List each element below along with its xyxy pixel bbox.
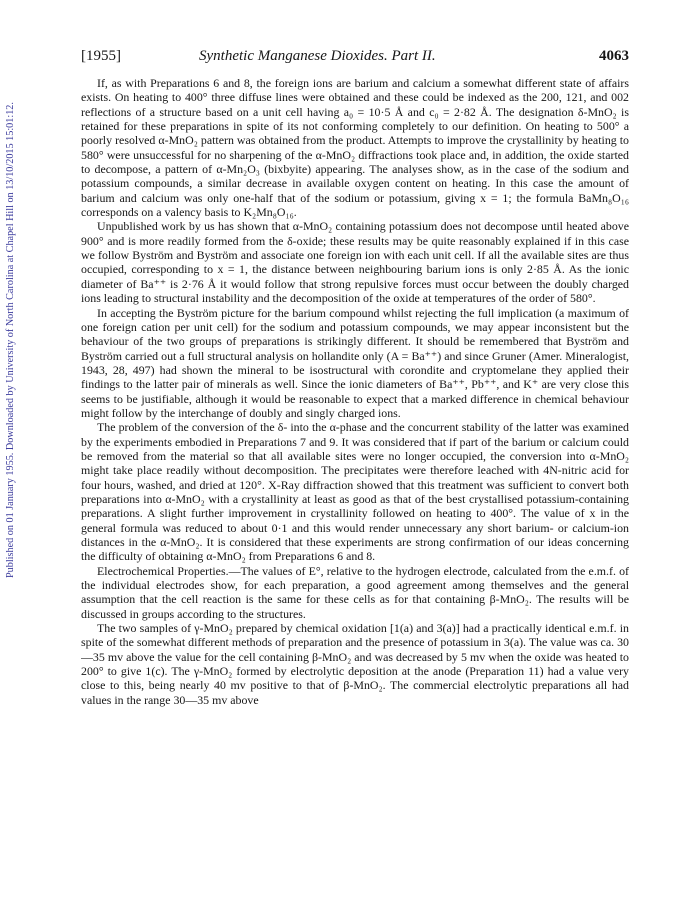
- paragraph-unpublished-work: Unpublished work by us has shown that α-MnO₂ containing potassium does not decompose until heated above 900° and is more readily formed from the δ-oxide; these results may be quite reasonably explained if in this case we follow Byström and Byström and associate one foreign ion with each unit cell. If all the available sites are thus occupied, corresponding to x = 1, the distance between neighbouring barium ions is only 2·85 Å. As the ionic diameter of Ba⁺⁺ is 2·76 Å it would follow that strong repulsive forces must occur between the doubly charged ions leading to structural instability and the decomposition of the oxide at temperatures of the order of 580°.: [81, 219, 629, 306]
- page-number: 4063: [599, 48, 629, 64]
- paragraph-bystrom-picture: In accepting the Byström picture for the barium compound whilst rejecting the full implication (a maximum of one foreign cation per unit cell) for the sodium and potassium compounds, we may appear inconsistent but the behaviour of the two groups of preparations is strikingly different. It should be remembered that Byström and Byström carried out a full structural analysis on hollandite only (A = Ba⁺⁺) and since Gruner (Amer. Mineralogist, 1943, 28, 497) had shown the mineral to be isostructural with corondite and cryptomelane they applied their findings to the latter pair of minerals as well. Since the ionic diameters of Ba⁺⁺, Pb⁺⁺, and K⁺ are very close this seems to be justifiable, although it would be reasonable to expect that a marked difference in chemical behaviour might follow by the interchange of doubly and singly charged ions.: [81, 305, 629, 420]
- paragraph-barium-calcium: If, as with Preparations 6 and 8, the foreign ions are barium and calcium a somewhat different state of affairs exists. On heating to 400° three diffuse lines were obtained and these could be indexed as the 200, 121, and 002 reflections of a structure based on a unit cell having a₀ = 10·5 Å and c₀ = 2·82 Å. The designation δ-MnO₂ is retained for these preparations in spite of its not conforming completely to our definition. On heating to 500° a poorly resolved α-MnO₂ pattern was obtained from the product. Attempts to improve the crystallinity by heating to 580° were unsuccessful for no sharpening of the α-MnO₂ diffractions took place and, in addition, the oxide started to decompose, a pattern of α-Mn₂O₃ (bixbyite) appearing. The analyses show, as in the case of the sodium and potassium compounds, a similar decrease in available oxygen content on heating. In this case the amount of barium and calcium was only one-half that of the sodium or potassium, giving x = 1; the formula BaMn₈O₁₆ corresponds on a valency basis to K₂Mn₈O₁₆.: [81, 76, 629, 220]
- paragraph-gamma-mno2-samples: The two samples of γ-MnO₂ prepared by chemical oxidation [1(a) and 3(a)] had a practically identical e.m.f. in spite of the somewhat different methods of preparation and the presence of potassium in 3(a). The value was ca. 30—35 mv above the value for the cell containing β-MnO₂ and was decreased by 5 mv when the oxide was heated to 200° to give 1(c). The γ-MnO₂ formed by electrolytic deposition at the anode (Preparation 11) had a value very close to this, being nearly 40 mv positive to that of β-MnO₂. The commercial electrolytic preparations all had values in the range 30—35 mv above: [81, 621, 629, 707]
- journal-year: [1955]: [81, 48, 121, 64]
- running-header: [81, 45, 629, 67]
- running-title: Synthetic Manganese Dioxides. Part II.: [199, 48, 436, 64]
- paragraph-conversion-problem: The problem of the conversion of the δ- into the α-phase and the concurrent stability of the latter was examined by the experiments embodied in Preparations 7 and 9. It was considered that if part of the barium or calcium could be removed from the material so that all available sites were no longer occupied, the conversion into α-MnO₂ might take place readily without decomposition. The precipitates were therefore leached with 4N-nitric acid for four hours, washed, and dried at 120°. X-Ray diffraction showed that this treatment was sufficient to convert both preparations into α-MnO₂ with a crystallinity at least as good as that of the best crystallised potassium-containing preparations. A slight further improvement in crystallinity followed on heating to 400°. The value of x in the general formula was reduced to about 0·1 and this would render unnecessary any short barium- or calcium-ion distances in the α-MnO₂. It is considered that these experiments are strong confirmation of our ideas concerning the difficulty of obtaining α-MnO₂ from Preparations 6 and 8.: [81, 420, 629, 564]
- article-body: [81, 76, 629, 906]
- download-watermark: Published on 01 January 1955. Downloaded by University of North Carolina at Chapel Hill on 13/10/2015 15:01:12.: [5, 102, 16, 578]
- paragraph-electrochemical-properties: Electrochemical Properties.—The values of E°, relative to the hydrogen electrode, calculated from the e.m.f. of the individual electrodes show, for each preparation, a good agreement among themselves and the general assumption that the cell reaction is the same for these cells as for that containing β-MnO₂. The results will be discussed in groups according to the structures.: [81, 563, 629, 621]
